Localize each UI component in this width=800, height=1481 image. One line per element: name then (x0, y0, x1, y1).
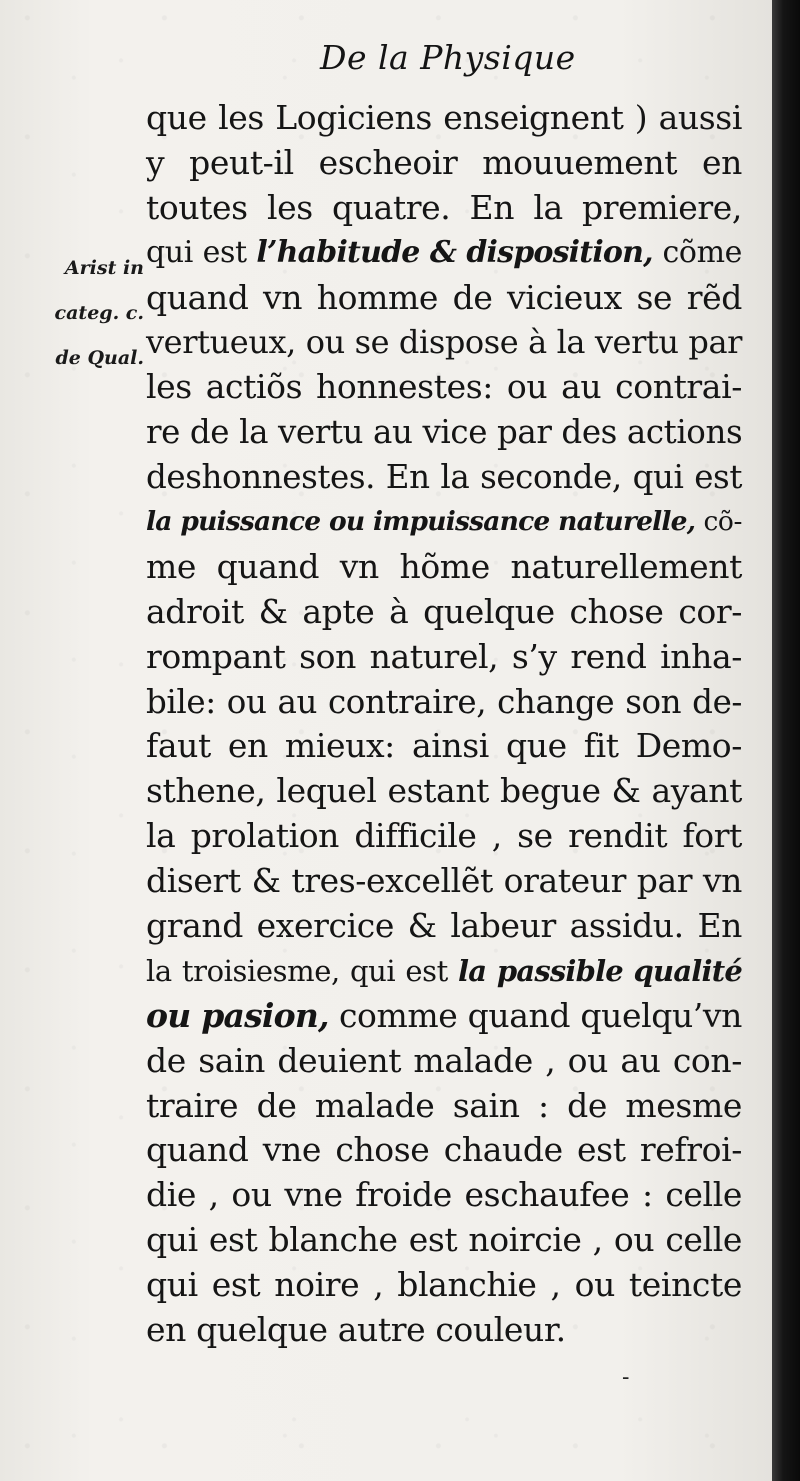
italic-phrase: l’habitude & disposition, (256, 234, 653, 270)
italic-phrase: la passible qualité (458, 953, 742, 988)
text-line (146, 276, 742, 321)
body-text (146, 96, 742, 1353)
text-line (146, 455, 742, 500)
text-line (146, 1173, 742, 1218)
text-segment: bile: ou au contraire, change son de- (146, 682, 742, 721)
text-segment: sthene, lequel estant begue & ayant (146, 771, 742, 811)
italic-phrase: ou pasion, (146, 995, 329, 1035)
text-segment: re de la vertu au vice par des actions (146, 413, 743, 452)
text-line (146, 320, 742, 365)
text-segment: deshonnestes. En la seconde, qui est (146, 458, 742, 497)
text-segment: la troisiesme, qui est (146, 953, 459, 988)
text-segment: adroit & apte à quelque chose cor- (146, 591, 742, 631)
page-edge (772, 0, 800, 1481)
text-line (146, 545, 742, 590)
text-segment: toutes les quatre. En la premiere, (146, 187, 742, 227)
text-line (146, 1308, 742, 1353)
text-segment: qui est blanche est noircie , ou celle (146, 1220, 742, 1260)
text-line (146, 949, 742, 994)
text-line (146, 814, 742, 859)
text-segment: faut en mieux: ainsi que fit Demo- (146, 726, 742, 766)
text-segment: traire de malade sain : de mesme (146, 1085, 742, 1125)
text-line (146, 769, 742, 814)
text-segment: quand vne chose chaude est refroi- (146, 1130, 742, 1170)
text-segment: comme quand quelqu’vn (328, 995, 742, 1035)
text-line (146, 365, 742, 410)
text-segment: qui est (146, 234, 257, 270)
margin-note-line: Arist in (64, 257, 144, 279)
text-segment: vertueux, ou se dispose à la vertu par (146, 323, 743, 362)
text-segment: disert & tres-excellẽt orateur par vn (146, 861, 742, 901)
text-line (146, 96, 742, 141)
text-line (146, 635, 742, 680)
text-line (146, 1218, 742, 1263)
text-line (146, 994, 742, 1039)
text-line (146, 186, 742, 231)
text-line (146, 500, 742, 545)
text-segment: en quelque autre couleur. (146, 1310, 566, 1350)
text-segment: la prolation difficile , se rendit fort (146, 816, 742, 856)
margin-note-line: de Qual. (55, 346, 144, 369)
text-line (146, 904, 742, 949)
text-segment: quand vn homme de vicieux se rẽd (146, 277, 742, 317)
text-line (146, 724, 742, 769)
text-segment: die , ou vne froide eschaufee : celle (146, 1175, 742, 1215)
text-line (146, 1039, 742, 1084)
text-segment: de sain deuient malade , ou au con- (146, 1040, 742, 1080)
text-segment: grand exercice & labeur assidu. En (146, 906, 742, 946)
text-segment: y peut-il escheoir mouuement en (146, 142, 742, 182)
text-line (146, 410, 742, 455)
text-line (146, 1128, 742, 1173)
text-segment: cõme (652, 234, 742, 270)
text-line (146, 1084, 742, 1129)
text-segment: me quand vn hõme naturellement (146, 546, 742, 586)
italic-phrase: la puissance ou impuissance naturelle, (146, 506, 696, 538)
text-segment: les actiõs honnestes: ou au contrai- (146, 367, 742, 407)
text-segment: que les Logiciens enseignent ) aussi (146, 98, 742, 137)
text-segment: rompant son naturel, s’y rend inha- (146, 636, 742, 676)
text-line (146, 680, 742, 725)
margin-note (30, 246, 144, 381)
text-segment: cõ- (695, 506, 743, 538)
margin-note-line: categ. c. (54, 301, 144, 324)
text-line (146, 231, 742, 276)
trailing-mark: - (622, 1365, 630, 1390)
text-line (146, 590, 742, 635)
text-line (146, 859, 742, 904)
running-head: De la Physique (320, 38, 576, 77)
text-line (146, 1263, 742, 1308)
text-segment: qui est noire , blanchie , ou teincte (146, 1265, 742, 1305)
text-line (146, 141, 742, 186)
